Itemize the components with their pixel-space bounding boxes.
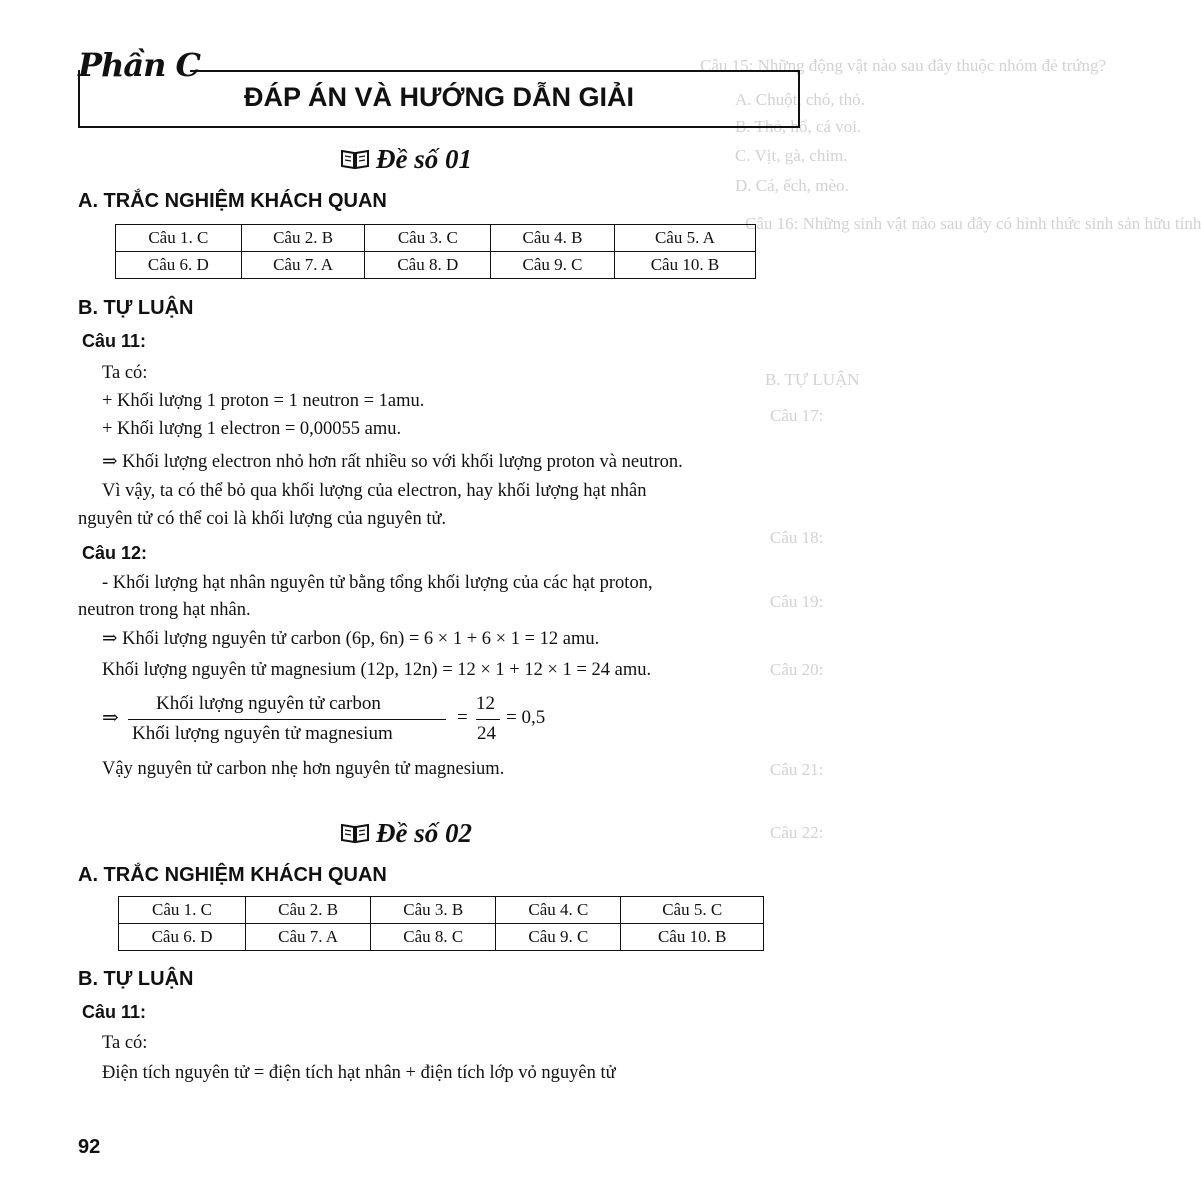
answer-cell: Câu 9. C bbox=[491, 252, 615, 279]
exam1-section-a: A. TRẮC NGHIỆM KHÁCH QUAN bbox=[78, 190, 387, 212]
ghost-line: Câu 21: bbox=[770, 760, 824, 779]
answer-cell: Câu 10. B bbox=[614, 252, 755, 279]
exam1-q12-label: Câu 12: bbox=[82, 543, 148, 563]
fraction-bar bbox=[476, 719, 500, 720]
exam1-q11-line: + Khối lượng 1 electron = 0,00055 amu. bbox=[102, 419, 402, 439]
page-number: 92 bbox=[78, 1136, 101, 1158]
fraction-value-numerator: 12 bbox=[476, 693, 495, 714]
fraction-numerator: Khối lượng nguyên tử carbon bbox=[156, 693, 381, 714]
implies-symbol: ⇒ bbox=[102, 707, 119, 729]
exam2-answer-table bbox=[118, 896, 764, 951]
exam1-section-b: B. TỰ LUẬN bbox=[78, 297, 194, 319]
answer-cell: Câu 5. A bbox=[614, 225, 755, 252]
exam1-q12-conclusion: Vậy nguyên tử carbon nhẹ hơn nguyên tử magnesium. bbox=[102, 759, 505, 779]
exam1-q11-line: Ta có: bbox=[102, 363, 148, 383]
exam1-q12-line: Khối lượng nguyên tử magnesium (12p, 12n) = 12 × 1 + 12 × 1 = 24 amu. bbox=[102, 660, 652, 680]
ghost-line: B. TỰ LUẬN bbox=[765, 370, 860, 389]
answer-cell: Câu 6. D bbox=[116, 252, 242, 279]
answer-cell: Câu 8. D bbox=[365, 252, 491, 279]
table-row bbox=[116, 225, 756, 252]
answer-cell: Câu 1. C bbox=[119, 897, 246, 924]
answer-cell: Câu 4. B bbox=[491, 225, 615, 252]
exam1-heading-text: Đề số 01 bbox=[376, 144, 472, 174]
answer-cell: Câu 5. C bbox=[621, 897, 764, 924]
fraction-bar bbox=[128, 719, 446, 720]
answer-cell: Câu 9. C bbox=[496, 924, 621, 951]
exam1-answer-table bbox=[115, 224, 756, 279]
ghost-line: B. Thỏ, hổ, cá voi. bbox=[735, 117, 862, 136]
ghost-line: Câu 18: bbox=[770, 528, 824, 547]
open-book-icon bbox=[340, 148, 370, 170]
ghost-line: Câu 16: Những sinh vật nào sau đây có hình thức sinh sản hữu tính bbox=[745, 214, 1201, 233]
table-row bbox=[119, 924, 764, 951]
table-row bbox=[119, 897, 764, 924]
answer-cell: Câu 8. C bbox=[371, 924, 496, 951]
ghost-line: A. Chuột, chó, thỏ. bbox=[735, 90, 865, 109]
ghost-line: C. Vịt, gà, chim. bbox=[735, 146, 848, 165]
answer-cell: Câu 10. B bbox=[621, 924, 764, 951]
answer-cell: Câu 6. D bbox=[119, 924, 246, 951]
ghost-line: Câu 22: bbox=[770, 823, 824, 842]
answer-cell: Câu 7. A bbox=[246, 924, 371, 951]
ghost-line: Câu 20: bbox=[770, 660, 824, 679]
exam1-q12-line: - Khối lượng hạt nhân nguyên tử bằng tổng khối lượng của các hạt proton, bbox=[102, 573, 653, 593]
exam1-q12-line: ⇒ Khối lượng nguyên tử carbon (6p, 6n) = 6 × 1 + 6 × 1 = 12 amu. bbox=[102, 629, 600, 649]
exam1-q11-line: Vì vậy, ta có thể bỏ qua khối lượng của electron, hay khối lượng hạt nhân bbox=[102, 481, 647, 501]
exam1-q11-line: + Khối lượng 1 proton = 1 neutron = 1amu. bbox=[102, 391, 425, 411]
exam1-q11-line: ⇒ Khối lượng electron nhỏ hơn rất nhiều so với khối lượng proton và neutron. bbox=[102, 452, 683, 472]
exam2-q11-line: Ta có: bbox=[102, 1033, 148, 1053]
exam1-q11-line: nguyên tử có thể coi là khối lượng của nguyên tử. bbox=[78, 509, 447, 529]
answer-cell: Câu 2. B bbox=[241, 225, 365, 252]
open-book-icon bbox=[340, 822, 370, 844]
exam2-q11-line: Điện tích nguyên tử = điện tích hạt nhân + điện tích lớp vỏ nguyên tử bbox=[102, 1063, 616, 1083]
ghost-line: Câu 15: Những động vật nào sau đây thuộc nhóm đẻ trứng? bbox=[700, 56, 1107, 75]
fraction-result: = 0,5 bbox=[506, 707, 546, 728]
page-title: ĐÁP ÁN VÀ HƯỚNG DẪN GIẢI bbox=[244, 82, 634, 112]
exam2-q11-label: Câu 11: bbox=[82, 1002, 147, 1022]
answer-cell: Câu 3. B bbox=[371, 897, 496, 924]
ghost-line: D. Cá, ếch, mèo. bbox=[735, 176, 849, 195]
answer-cell: Câu 3. C bbox=[365, 225, 491, 252]
answer-cell: Câu 2. B bbox=[246, 897, 371, 924]
answer-cell: Câu 4. C bbox=[496, 897, 621, 924]
exam2-section-a: A. TRẮC NGHIỆM KHÁCH QUAN bbox=[78, 864, 387, 886]
exam2-heading bbox=[0, 818, 812, 849]
fraction-value-denominator: 24 bbox=[477, 723, 496, 744]
exam1-q11-label: Câu 11: bbox=[82, 331, 147, 351]
ghost-line: Câu 17: bbox=[770, 406, 824, 425]
fraction-denominator: Khối lượng nguyên tử magnesium bbox=[132, 723, 393, 744]
table-row bbox=[116, 252, 756, 279]
fraction-equals: = bbox=[457, 707, 468, 728]
exam2-section-b: B. TỰ LUẬN bbox=[78, 968, 194, 990]
part-label: Phần C bbox=[78, 46, 200, 84]
ghost-line: Câu 19: bbox=[770, 592, 824, 611]
answer-cell: Câu 1. C bbox=[116, 225, 242, 252]
exam1-q12-line: neutron trong hạt nhân. bbox=[78, 600, 251, 620]
title-box bbox=[78, 70, 800, 128]
exam1-heading bbox=[0, 144, 812, 175]
answer-cell: Câu 7. A bbox=[241, 252, 365, 279]
exam2-heading-text: Đề số 02 bbox=[376, 818, 472, 848]
